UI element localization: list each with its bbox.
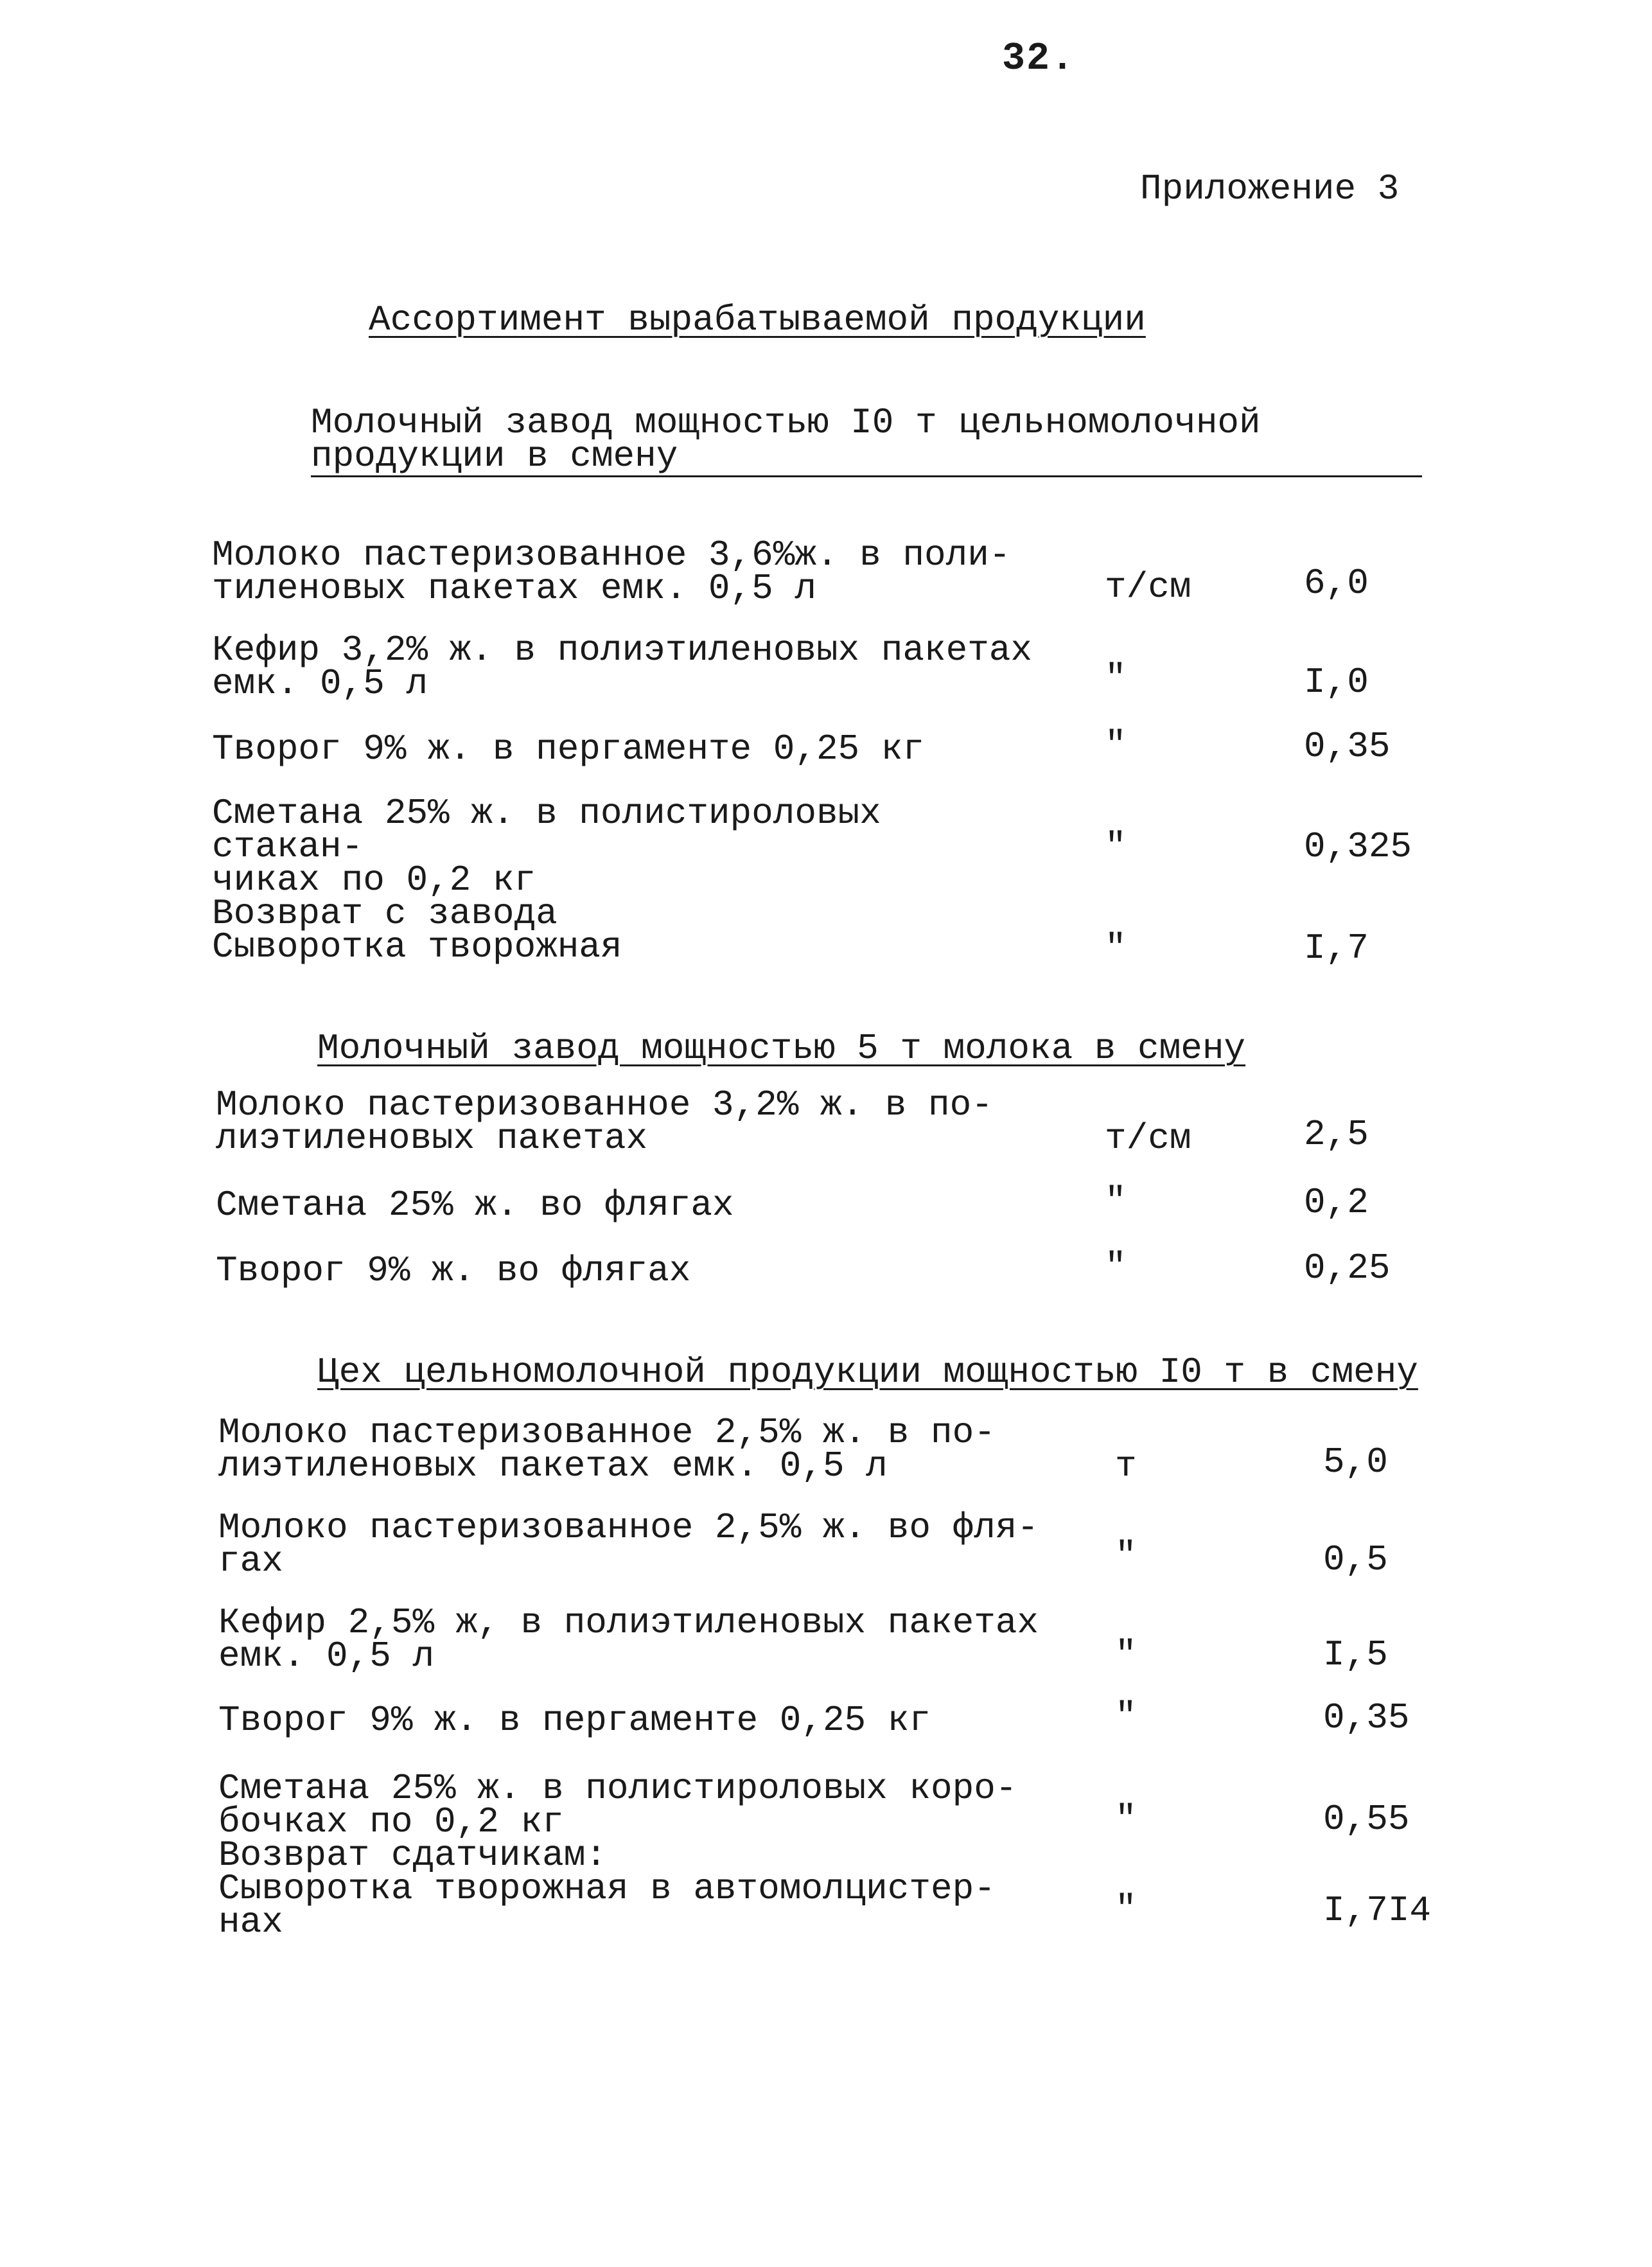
item-unit: " xyxy=(1105,725,1127,766)
item-unit: т/см xyxy=(1105,567,1191,608)
item-name: Молоко пастеризованное 2,5% ж. во фля- гах xyxy=(218,1507,1039,1582)
item-unit: " xyxy=(1115,1535,1137,1576)
item-quantity: I,7I4 xyxy=(1323,1890,1432,1931)
item-name: Сметана 25% ж. во флягах xyxy=(216,1185,734,1226)
section-heading-1-text: Молочный завод мощностью I0 т цельномолочной продукции в смену xyxy=(311,406,1422,477)
section-heading-2: Молочный завод мощностью 5 т молока в смену xyxy=(317,1028,1246,1069)
item-unit: " xyxy=(1115,1634,1137,1675)
item-unit: " xyxy=(1105,1246,1127,1287)
item-unit: т xyxy=(1115,1445,1137,1486)
item-quantity: I,5 xyxy=(1323,1634,1388,1675)
item-quantity: I,7 xyxy=(1304,928,1369,969)
item-name: Творог 9% ж. в пергаменте 0,25 кг xyxy=(218,1700,931,1741)
item-quantity: 2,5 xyxy=(1304,1114,1369,1155)
item-unit: " xyxy=(1115,1696,1137,1737)
item-quantity: 0,25 xyxy=(1304,1248,1391,1289)
item-name: Кефир 2,5% ж, в полиэтиленовых пакетах емк. 0,5 л xyxy=(218,1602,1039,1677)
item-quantity: 0,2 xyxy=(1304,1182,1369,1223)
item-unit: т/см xyxy=(1105,1118,1191,1159)
item-name: Возврат сдатчикам: Сыворотка творожная в автомолцистер- нах xyxy=(218,1835,996,1943)
item-quantity: 6,0 xyxy=(1304,563,1369,604)
item-unit: " xyxy=(1105,928,1127,969)
item-quantity: 0,55 xyxy=(1323,1799,1410,1840)
item-name: Кефир 3,2% ж. в полиэтиленовых пакетах емк. 0,5 л xyxy=(212,630,1033,704)
item-quantity: I,0 xyxy=(1304,662,1369,703)
item-unit: " xyxy=(1115,1889,1137,1930)
document-title: Ассортимент вырабатываемой продукции xyxy=(369,299,1146,340)
item-quantity: 0,5 xyxy=(1323,1539,1388,1580)
item-name: Молоко пастеризованное 2,5% ж. в по- лиэтиленовых пакетах емк. 0,5 л xyxy=(218,1412,996,1486)
item-name: Сметана 25% ж. в полистироловых коро- бочках по 0,2 кг xyxy=(218,1768,1017,1842)
section-heading-1 xyxy=(311,402,1422,477)
item-quantity: 5,0 xyxy=(1323,1442,1388,1483)
item-unit: " xyxy=(1115,1799,1137,1840)
page-number: 32. xyxy=(1002,37,1076,81)
item-name: Возврат с завода Сыворотка творожная xyxy=(212,893,622,967)
item-quantity: 0,35 xyxy=(1323,1697,1410,1738)
item-name: Молоко пастеризованное 3,2% ж. в по- лиэтиленовых пакетах xyxy=(216,1084,993,1159)
item-quantity: 0,325 xyxy=(1304,826,1412,867)
appendix-label: Приложение 3 xyxy=(1140,168,1400,209)
item-unit: " xyxy=(1105,658,1127,699)
section-heading-3: Цех цельномолочной продукции мощностью I0 т в смену xyxy=(317,1352,1418,1393)
item-name: Сметана 25% ж. в полистироловых стакан- чиках по 0,2 кг xyxy=(212,793,881,901)
item-unit: " xyxy=(1105,1181,1127,1222)
item-unit: " xyxy=(1105,826,1127,867)
item-name: Творог 9% ж. в пергаменте 0,25 кг xyxy=(212,728,924,770)
item-name: Молоко пастеризованное 3,6%ж. в поли- тиленовых пакетах емк. 0,5 л xyxy=(212,534,1011,609)
item-name: Творог 9% ж. во флягах xyxy=(216,1250,691,1291)
item-quantity: 0,35 xyxy=(1304,726,1391,767)
